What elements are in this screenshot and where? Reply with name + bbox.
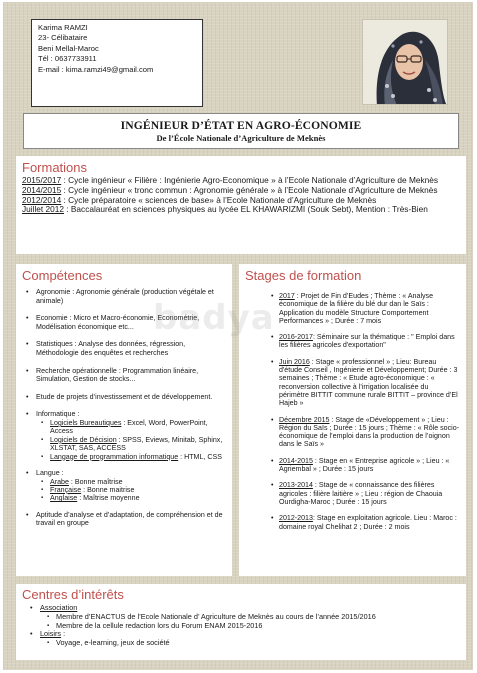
- langue-label: • Langue :: [36, 468, 64, 477]
- informatique-item-label: Langage de programmation informatique: [50, 452, 179, 461]
- title-banner: [23, 113, 459, 149]
- competence-etude: • Etude de projets d’investissement et de développement.: [22, 393, 226, 402]
- langue-name: Arabe: [50, 477, 69, 486]
- informatique-item: [36, 453, 226, 461]
- contact-city: Beni Mellal-Maroc: [38, 43, 99, 53]
- contact-name: Karima RAMZI: [38, 23, 88, 32]
- stages-section: [239, 264, 466, 576]
- competence-economie: • Economie : Micro et Macro-économie, Econométrie, Modélisation économique etc...: [22, 314, 226, 331]
- stage-item: [245, 416, 460, 449]
- stage-item: [245, 457, 460, 474]
- contact-email: E-mail : kima.ramzi49@gmail.com: [38, 64, 154, 74]
- formation-item: [22, 205, 460, 215]
- stage-text: : Séminaire sur la thématique : " Emploi dans les filières agricoles d'exportation": [279, 333, 455, 350]
- portrait-image: [363, 20, 448, 105]
- langue-item: [36, 494, 226, 502]
- langue-name: Anglaise: [50, 494, 78, 503]
- informatique-item-text: : Excel, Word, PowerPoint, Access: [50, 418, 208, 436]
- formation-text: : Cycle ingénieur « Filière : Ingénierie Agro-Economique » à l’Ecole Nationale d’Agriculture de Meknès: [61, 175, 439, 185]
- formation-text: : Baccalauréat en sciences physiques au lycée EL KHAWARIZMI (Souk Sebt), Mention : Très-Bien: [63, 204, 428, 215]
- langue-level: : Maîtrise moyenne: [77, 494, 140, 503]
- stage-date: Décembre 2015: [279, 415, 330, 424]
- contact-age-status: 23- Célibataire: [38, 33, 88, 43]
- formation-date: Juillet 2012: [22, 204, 64, 215]
- informatique-item: [36, 419, 226, 436]
- informatique-item-label: Logiciels de Décision: [50, 435, 117, 444]
- page-background: [3, 2, 473, 670]
- stage-date: Juin 2016: [279, 357, 310, 366]
- competence-statistiques: • Statistiques : Analyse des données, régression, Méthodologie des enquêtes et recherches: [22, 340, 226, 357]
- stage-item: [245, 514, 460, 531]
- formation-date: 2014/2015: [22, 184, 62, 195]
- stage-item: [245, 358, 460, 408]
- competence-recherche: • Recherche opérationnelle : Programmation linéaire, Simulation, Gestion de stocks...: [22, 367, 226, 384]
- stage-item: [245, 333, 460, 350]
- stage-text: : Stage de «Développement » ; Lieu : Région du Saïs ; Durée : 15 jours ; Thème : « Rôle socio-économique de l’emploi dans la production de l’oignon dans le Saïs »: [279, 415, 460, 449]
- competence-aptitude: • Aptitude d’analyse et d’adaptation, de compréhension et de travail en groupe: [22, 511, 226, 528]
- langue-item: [36, 486, 226, 494]
- formations-section: [16, 156, 466, 254]
- document-title: INGÉNIEUR D’ÉTAT EN AGRO-ÉCONOMIE: [120, 119, 362, 132]
- informatique-item-label: Logiciels Bureautiques: [50, 418, 122, 427]
- stage-text: : Stage en « Entreprise agricole » ; Lieu : « Agriembal » ; Durée : 15 jours: [279, 456, 450, 474]
- loisirs-label-text: Loisirs: [40, 629, 62, 639]
- informatique-item-text: : HTML, CSS: [178, 452, 222, 461]
- informatique-item-text: : SPSS, Eviews, Minitab, Sphinx, XLSTAT, SAS, ACCESS: [50, 435, 223, 453]
- formation-text: : Cycle ingénieur « tronc commun : Agronomie générale » à l’Ecole Nationale d’Agriculture de Meknès: [61, 184, 438, 195]
- competence-informatique: [22, 410, 226, 461]
- stage-item: [245, 292, 460, 325]
- association-label-text: Association: [40, 603, 78, 612]
- loisirs-item: ▪ Voyage, e-learning, jeux de société: [22, 639, 460, 648]
- stage-date: 2012-2013: [279, 514, 313, 523]
- competence-langue: [22, 469, 226, 503]
- stage-date: 2014-2015: [279, 456, 313, 465]
- document-subtitle: De l’École Nationale d’Agriculture de Meknès: [156, 133, 326, 143]
- stages-heading: Stages de formation: [245, 268, 362, 283]
- interets-section: [16, 584, 466, 660]
- langue-level: : Bonne maîtrise: [68, 477, 123, 486]
- stage-text: : Stage en exploitation agricole. Lieu : Maroc : domaine royal Chelihat 2 ; Durée : 2 mois: [279, 514, 457, 531]
- stage-date: 2013-2014: [279, 481, 313, 490]
- stage-item: [245, 481, 460, 506]
- stage-text: : Stage de « connaissance des filières agricoles : filière laitière » ; Lieu : région de Chaouia Ourdigha-Maroc ; Durée : 15 jours: [279, 481, 443, 506]
- formations-heading: Formations: [22, 160, 88, 175]
- stage-text: : Stage « professionnel » ; Lieu: Bureau d'étude Conseil , Ingénierie et Développement; Durée : 3 semaines ; Thème : « Etude agro-économique : « reconversion collective à l’irrigation localisée du périmètre BITTIT commune rurale BITTIT – province d’El Hajeb »: [279, 357, 458, 408]
- profile-photo: [362, 19, 448, 105]
- informatique-label: • Informatique :: [36, 410, 80, 419]
- stage-text: : Projet de Fin d’Eudes ; Thème : « Analyse économique de la filière du blé dur dan le Saïs : Application du modèle Structure Comportement Performances » ; Durée : 7 mois: [279, 292, 434, 325]
- competence-agronomie: • Agronomie : Agronomie générale (production végétale et animale): [22, 288, 226, 305]
- association-item: ▪ Membre d’ENACTUS de l’Ecole Nationale d’ Agriculture de Meknès au cours de l’année 2015/2016: [22, 613, 460, 622]
- competences-heading: Compétences: [22, 268, 103, 283]
- association-item: ▪ Membre de la cellule redaction lors du Forum ENAM 2015-2016: [22, 622, 460, 631]
- informatique-item: [36, 436, 226, 453]
- formation-date: 2015/2017: [22, 175, 62, 185]
- competences-section: [16, 264, 232, 576]
- stage-date: 2016-2017: [279, 333, 313, 342]
- contact-box: [31, 19, 203, 107]
- loisirs-label: • Loisirs :: [22, 630, 460, 639]
- contact-phone: Tél : 0637733911: [38, 54, 97, 64]
- langue-item: [36, 478, 226, 486]
- formation-date: 2012/2014: [22, 194, 62, 205]
- interets-heading: Centres d’intérêts: [22, 587, 124, 602]
- langue-name: Française: [50, 485, 82, 494]
- stage-date: 2017: [279, 292, 295, 300]
- langue-level: : Bonne maitrise: [81, 485, 135, 494]
- formation-text: : Cycle préparatoire « sciences de base» à l’Ecole Nationale d’Agriculture de Meknès: [61, 194, 377, 205]
